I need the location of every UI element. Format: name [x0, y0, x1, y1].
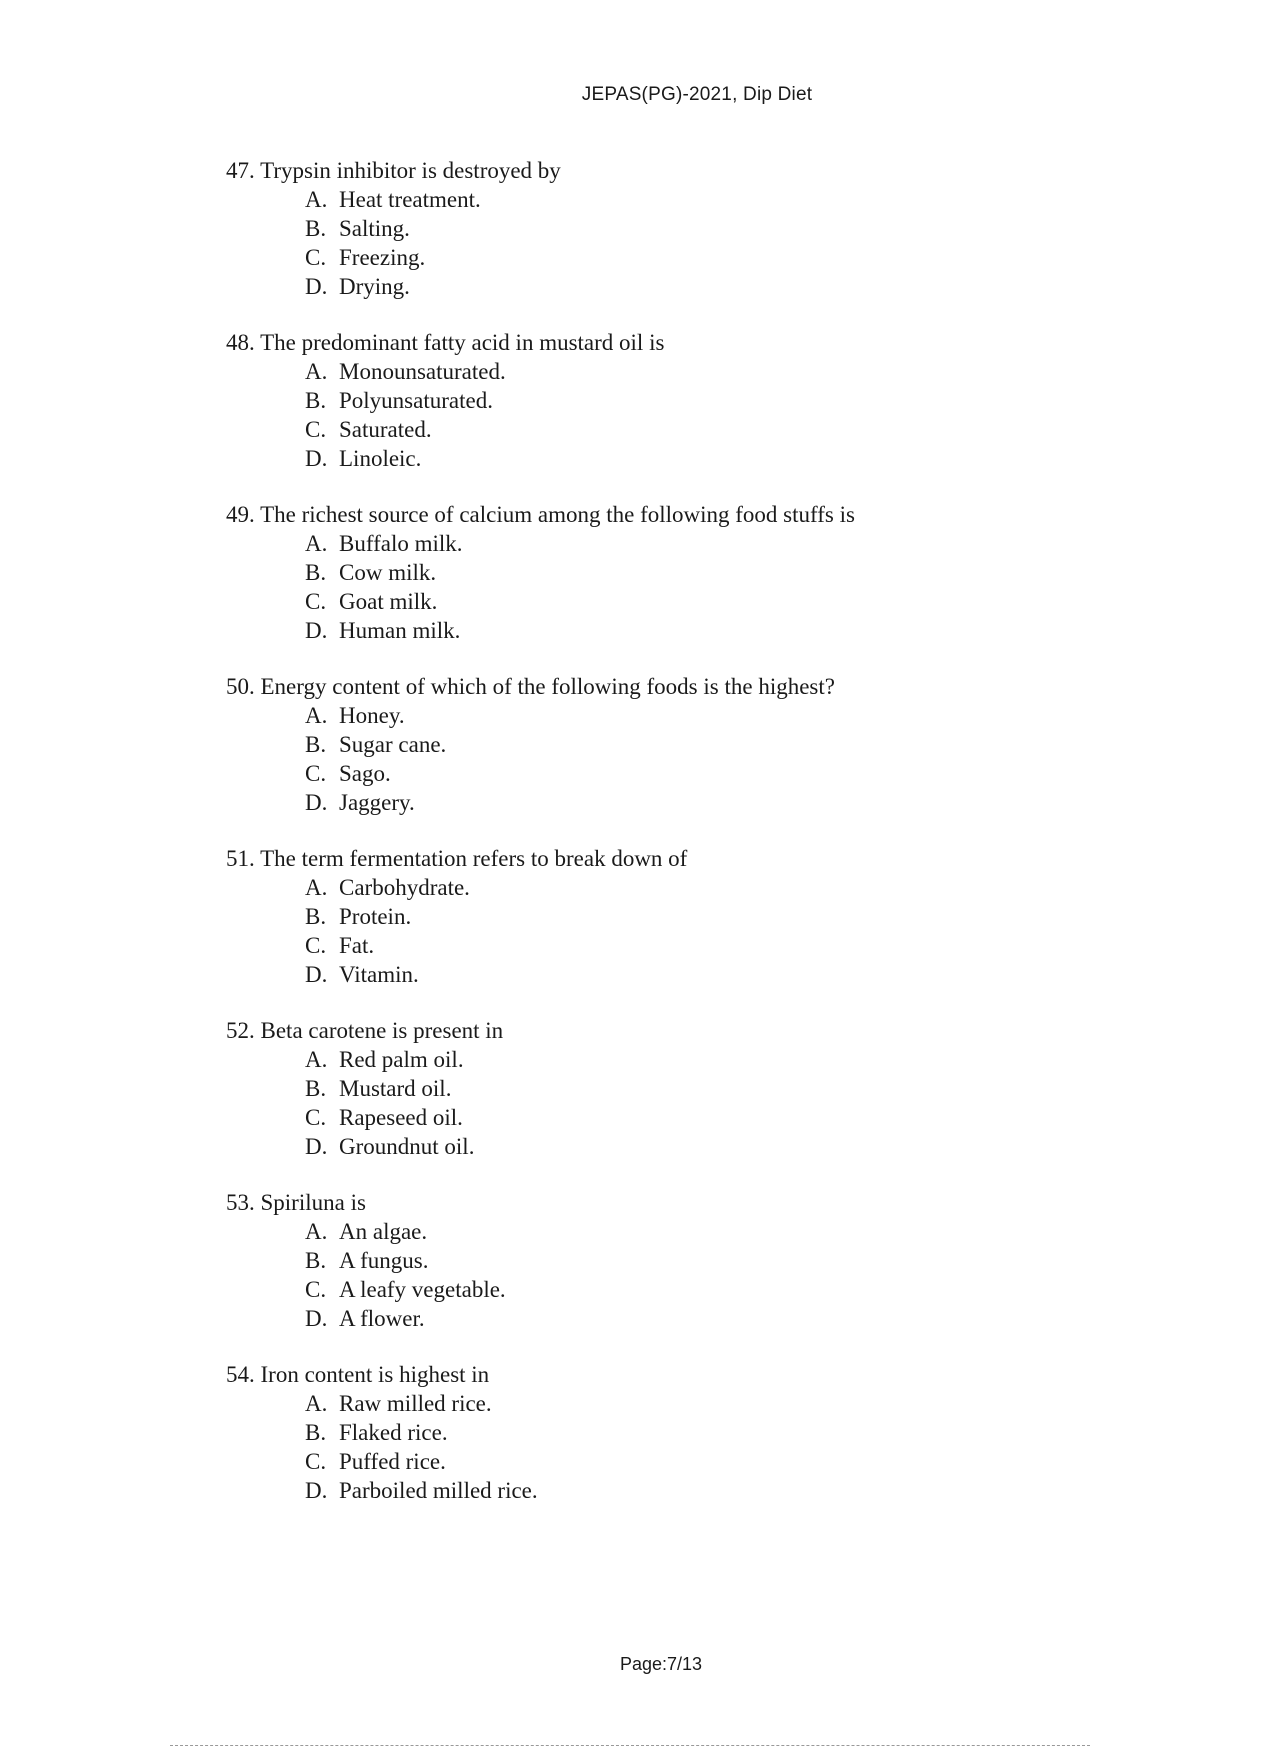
option-item [305, 415, 1186, 444]
question-block [226, 1016, 1186, 1161]
question-stem: Beta carotene is present in [260, 1018, 504, 1043]
option-letter: D. [305, 962, 328, 987]
option-item [305, 214, 1186, 243]
option-item [305, 1103, 1186, 1132]
option-text: Flaked rice. [339, 1420, 448, 1445]
option-item [305, 759, 1186, 788]
question-block [226, 844, 1186, 989]
option-text: Sago. [339, 761, 391, 786]
question-block [226, 156, 1186, 301]
option-letter: B. [305, 904, 327, 929]
option-item [305, 1476, 1186, 1505]
option-item [305, 185, 1186, 214]
option-letter: B. [305, 1248, 327, 1273]
question-number: 50. [226, 674, 255, 699]
option-text: Vitamin. [339, 962, 419, 987]
option-text: Red palm oil. [339, 1047, 464, 1072]
question-stem: The richest source of calcium among the following food stuffs is [260, 502, 855, 527]
question-block [226, 672, 1186, 817]
option-item [305, 243, 1186, 272]
option-text: A flower. [339, 1306, 425, 1331]
question-text [226, 1188, 1186, 1217]
option-item [305, 616, 1186, 645]
option-letter: C. [305, 417, 327, 442]
option-letter: A. [305, 531, 328, 556]
option-item [305, 1418, 1186, 1447]
option-item [305, 873, 1186, 902]
option-list [226, 1045, 1186, 1161]
option-item [305, 529, 1186, 558]
question-text [226, 328, 1186, 357]
question-block [226, 500, 1186, 645]
exam-title: JEPAS(PG)-2021, Dip Diet [581, 84, 813, 105]
bottom-divider [170, 1745, 1090, 1746]
option-letter: B. [305, 732, 327, 757]
option-letter: B. [305, 388, 327, 413]
option-item [305, 1389, 1186, 1418]
option-item [305, 960, 1186, 989]
option-item [305, 587, 1186, 616]
option-text: Monounsaturated. [339, 359, 506, 384]
option-letter: C. [305, 1105, 327, 1130]
option-letter: B. [305, 560, 327, 585]
option-item [305, 386, 1186, 415]
option-letter: C. [305, 1277, 327, 1302]
option-text: Goat milk. [339, 589, 438, 614]
question-number: 53. [226, 1190, 255, 1215]
option-item [305, 357, 1186, 386]
option-text: An algae. [339, 1219, 428, 1244]
option-letter: C. [305, 245, 327, 270]
option-list [226, 185, 1186, 301]
question-stem: The term fermentation refers to break down of [260, 846, 688, 871]
option-text: Carbohydrate. [339, 875, 470, 900]
option-text: Raw milled rice. [339, 1391, 492, 1416]
option-letter: A. [305, 1047, 328, 1072]
option-item [305, 931, 1186, 960]
option-text: Protein. [339, 904, 412, 929]
option-letter: A. [305, 703, 328, 728]
option-text: Mustard oil. [339, 1076, 452, 1101]
option-text: Polyunsaturated. [339, 388, 493, 413]
option-text: Buffalo milk. [339, 531, 463, 556]
question-number: 54. [226, 1362, 255, 1387]
option-text: Freezing. [339, 245, 426, 270]
question-block [226, 1188, 1186, 1333]
option-item [305, 1246, 1186, 1275]
option-text: Rapeseed oil. [339, 1105, 463, 1130]
option-list [226, 1389, 1186, 1505]
option-item [305, 444, 1186, 473]
option-list [226, 357, 1186, 473]
option-item [305, 730, 1186, 759]
question-stem: The predominant fatty acid in mustard oil is [260, 330, 665, 355]
option-list [226, 701, 1186, 817]
option-item [305, 1447, 1186, 1476]
question-list [226, 156, 1186, 1532]
option-item [305, 701, 1186, 730]
question-stem: Iron content is highest in [260, 1362, 490, 1387]
option-item [305, 1275, 1186, 1304]
page-footer [0, 1654, 1274, 1675]
option-text: Heat treatment. [339, 187, 481, 212]
question-number: 48. [226, 330, 255, 355]
page-header [0, 84, 1274, 106]
option-text: Honey. [339, 703, 405, 728]
option-text: Salting. [339, 216, 410, 241]
question-number: 47. [226, 158, 255, 183]
option-letter: C. [305, 1449, 327, 1474]
option-text: Cow milk. [339, 560, 437, 585]
option-letter: D. [305, 1478, 328, 1503]
option-item [305, 902, 1186, 931]
option-text: Puffed rice. [339, 1449, 446, 1474]
option-letter: D. [305, 790, 328, 815]
option-text: Human milk. [339, 618, 461, 643]
option-letter: A. [305, 1219, 328, 1244]
option-letter: C. [305, 761, 327, 786]
option-text: Groundnut oil. [339, 1134, 475, 1159]
option-letter: A. [305, 187, 328, 212]
question-text [226, 1360, 1186, 1389]
option-letter: B. [305, 1420, 327, 1445]
question-text [226, 1016, 1186, 1045]
option-text: Sugar cane. [339, 732, 447, 757]
question-block [226, 328, 1186, 473]
option-letter: A. [305, 1391, 328, 1416]
option-text: Fat. [339, 933, 375, 958]
option-item [305, 1132, 1186, 1161]
question-text [226, 672, 1186, 701]
page-number: Page:7/13 [619, 1654, 703, 1674]
option-text: Linoleic. [339, 446, 422, 471]
question-text [226, 500, 1186, 529]
option-letter: B. [305, 216, 327, 241]
option-item [305, 788, 1186, 817]
option-list [226, 873, 1186, 989]
option-letter: A. [305, 359, 328, 384]
option-list [226, 529, 1186, 645]
option-item [305, 1045, 1186, 1074]
option-letter: D. [305, 1306, 328, 1331]
option-letter: D. [305, 446, 328, 471]
option-letter: D. [305, 274, 328, 299]
option-item [305, 1074, 1186, 1103]
option-letter: D. [305, 618, 328, 643]
option-text: A fungus. [339, 1248, 429, 1273]
question-stem: Spiriluna is [260, 1190, 366, 1215]
option-item [305, 272, 1186, 301]
option-letter: A. [305, 875, 328, 900]
question-number: 51. [226, 846, 255, 871]
question-block [226, 1360, 1186, 1505]
option-text: Saturated. [339, 417, 432, 442]
option-letter: B. [305, 1076, 327, 1101]
option-item [305, 1304, 1186, 1333]
option-item [305, 1217, 1186, 1246]
question-text [226, 844, 1186, 873]
option-item [305, 558, 1186, 587]
question-stem: Energy content of which of the following foods is the highest? [260, 674, 835, 699]
option-text: Jaggery. [339, 790, 415, 815]
question-number: 52. [226, 1018, 255, 1043]
option-letter: D. [305, 1134, 328, 1159]
question-text [226, 156, 1186, 185]
question-number: 49. [226, 502, 255, 527]
option-text: A leafy vegetable. [339, 1277, 506, 1302]
option-text: Parboiled milled rice. [339, 1478, 538, 1503]
option-letter: C. [305, 933, 327, 958]
option-text: Drying. [339, 274, 410, 299]
question-stem: Trypsin inhibitor is destroyed by [260, 158, 561, 183]
option-letter: C. [305, 589, 327, 614]
option-list [226, 1217, 1186, 1333]
